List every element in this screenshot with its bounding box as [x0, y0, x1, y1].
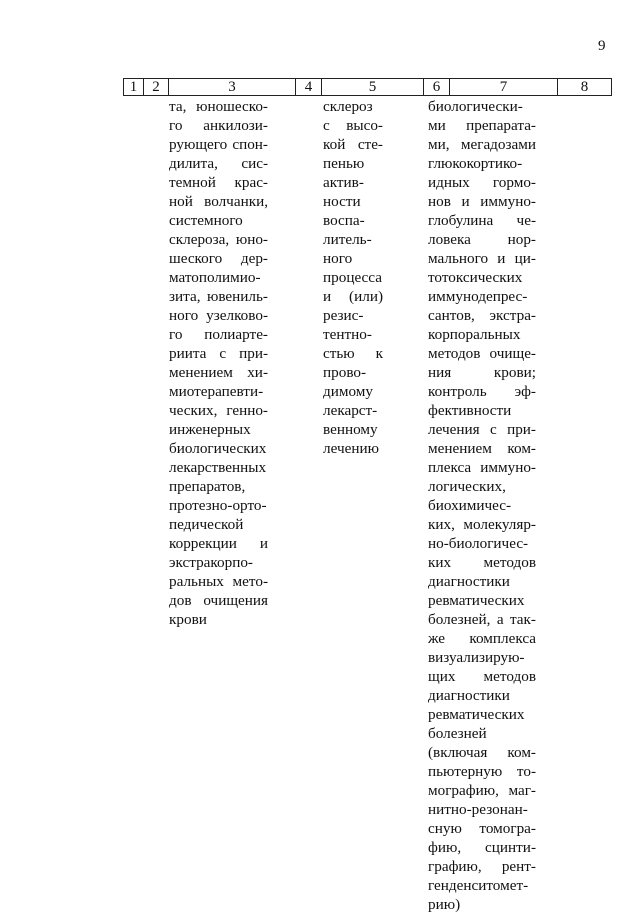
column-number-2: 2	[144, 79, 169, 96]
column-7-line: глюкокортико-	[428, 155, 523, 172]
column-3-line: крови	[169, 611, 207, 628]
column-5-line: процесса	[323, 269, 382, 286]
column-7-line: ловека нор-	[428, 231, 536, 248]
column-3-line: зита, ювениль-	[169, 288, 268, 305]
column-7-line: методов очище-	[428, 345, 536, 362]
column-number-7: 7	[450, 79, 558, 96]
column-number-1: 1	[124, 79, 144, 96]
column-7-line: менением ком-	[428, 440, 536, 457]
column-3-line: менением хи-	[169, 364, 268, 381]
column-7-line: ких методов	[428, 554, 536, 571]
column-3-line: коррекции и	[169, 535, 268, 552]
column-7-line: мального и ци-	[428, 250, 536, 267]
column-3-line: лекарственных	[169, 459, 267, 476]
column-5-line: стью к	[323, 345, 383, 362]
column-3-line: педической	[169, 516, 244, 533]
column-7-line: иммунодепрес-	[428, 288, 528, 305]
column-7-line: мографию, маг-	[428, 782, 536, 799]
column-3-line: экстракорпо-	[169, 554, 253, 571]
column-7-line: щих методов	[428, 668, 536, 685]
table-header-row	[123, 78, 612, 96]
column-7-line: же комплекса	[428, 630, 536, 647]
column-5-line: кой сте-	[323, 136, 383, 153]
column-3-line: биологических	[169, 440, 267, 457]
column-number-4: 4	[296, 79, 322, 96]
column-3-line: дов очищения	[169, 592, 268, 609]
column-3-line: рующего спон-	[169, 136, 268, 153]
column-3-line: темной крас-	[169, 174, 268, 191]
column-7-line: ких, молекуляр-	[428, 516, 536, 533]
column-7-line: болезней	[428, 725, 487, 742]
column-3-text	[169, 97, 268, 629]
column-7-line: логических,	[428, 478, 506, 495]
column-7-line: диагностики	[428, 573, 510, 590]
column-3-line: склероза, юно-	[169, 231, 268, 248]
column-7-line: контроль эф-	[428, 383, 536, 400]
column-3-line: инженерных	[169, 421, 251, 438]
column-3-line: та, юношеско-	[169, 98, 268, 115]
column-7-line: лечения с при-	[428, 421, 536, 438]
column-7-line: нитно-резонан-	[428, 801, 528, 818]
column-5-line: тентно-	[323, 326, 372, 343]
column-7-line: фективности	[428, 402, 512, 419]
column-number-3: 3	[169, 79, 296, 96]
column-5-line: ности	[323, 193, 361, 210]
column-5-line: склероз	[323, 98, 373, 115]
column-7-line: пьютерную то-	[428, 763, 536, 780]
column-7-line: биологически-	[428, 98, 523, 115]
column-5-line: литель-	[323, 231, 372, 248]
column-3-line: ральных мето-	[169, 573, 268, 590]
column-7-line: плекса иммуно-	[428, 459, 536, 476]
column-7-line: ми, мегадозами	[428, 136, 536, 153]
column-3-line: ной волчанки,	[169, 193, 268, 210]
column-7-line: фию, сцинти-	[428, 839, 536, 856]
column-5-line: и (или)	[323, 288, 383, 305]
column-3-line: системного	[169, 212, 243, 229]
column-7-line: графию, рент-	[428, 858, 536, 875]
column-5-line: лекарст-	[323, 402, 378, 419]
column-7-line: визуализирую-	[428, 649, 525, 666]
column-5-line: резис-	[323, 307, 364, 324]
column-number-8: 8	[558, 79, 612, 96]
column-7-line: сную томогра-	[428, 820, 536, 837]
column-5-line: ного	[323, 250, 353, 267]
column-3-line: ческих, генно-	[169, 402, 268, 419]
column-7-line: диагностики	[428, 687, 510, 704]
column-7-text	[428, 97, 536, 914]
column-7-line: глобулина че-	[428, 212, 536, 229]
column-3-line: ного узелково-	[169, 307, 268, 324]
column-7-line: но-биологичес-	[428, 535, 529, 552]
column-5-line: пенью	[323, 155, 365, 172]
column-3-line: го полиарте-	[169, 326, 268, 343]
column-7-line: болезней, а так-	[428, 611, 536, 628]
column-number-5: 5	[322, 79, 424, 96]
column-7-line: сантов, экстра-	[428, 307, 536, 324]
column-3-line: дилита, сис-	[169, 155, 268, 172]
column-7-line: биохимичес-	[428, 497, 512, 514]
column-5-line: лечению	[323, 440, 379, 457]
column-3-line: препаратов,	[169, 478, 246, 495]
column-7-line: ми препарата-	[428, 117, 536, 134]
column-7-line: корпоральных	[428, 326, 521, 343]
column-7-line: идных гормо-	[428, 174, 536, 191]
column-7-line: нов и иммуно-	[428, 193, 536, 210]
page-number: 9	[598, 38, 606, 54]
column-7-line: (включая ком-	[428, 744, 536, 761]
column-5-line: прово-	[323, 364, 367, 381]
column-5-line: актив-	[323, 174, 364, 191]
column-number-6: 6	[424, 79, 450, 96]
column-3-line: шеского дер-	[169, 250, 268, 267]
column-3-line: миотерапевти-	[169, 383, 264, 400]
column-7-line: генденситомет-	[428, 877, 529, 894]
column-3-line: протезно-орто-	[169, 497, 267, 514]
column-3-line: го анкилози-	[169, 117, 268, 134]
column-3-line: риита с при-	[169, 345, 268, 362]
column-7-line: ния крови;	[428, 364, 536, 381]
column-3-line: матополимио-	[169, 269, 261, 286]
column-5-line: с высо-	[323, 117, 383, 134]
column-5-text	[323, 97, 383, 458]
column-7-line: ревматических	[428, 706, 525, 723]
column-5-line: венному	[323, 421, 378, 438]
column-7-line: тотоксических	[428, 269, 523, 286]
column-7-line: ревматических	[428, 592, 525, 609]
column-5-line: димому	[323, 383, 373, 400]
column-7-line: рию)	[428, 896, 461, 913]
column-5-line: воспа-	[323, 212, 365, 229]
